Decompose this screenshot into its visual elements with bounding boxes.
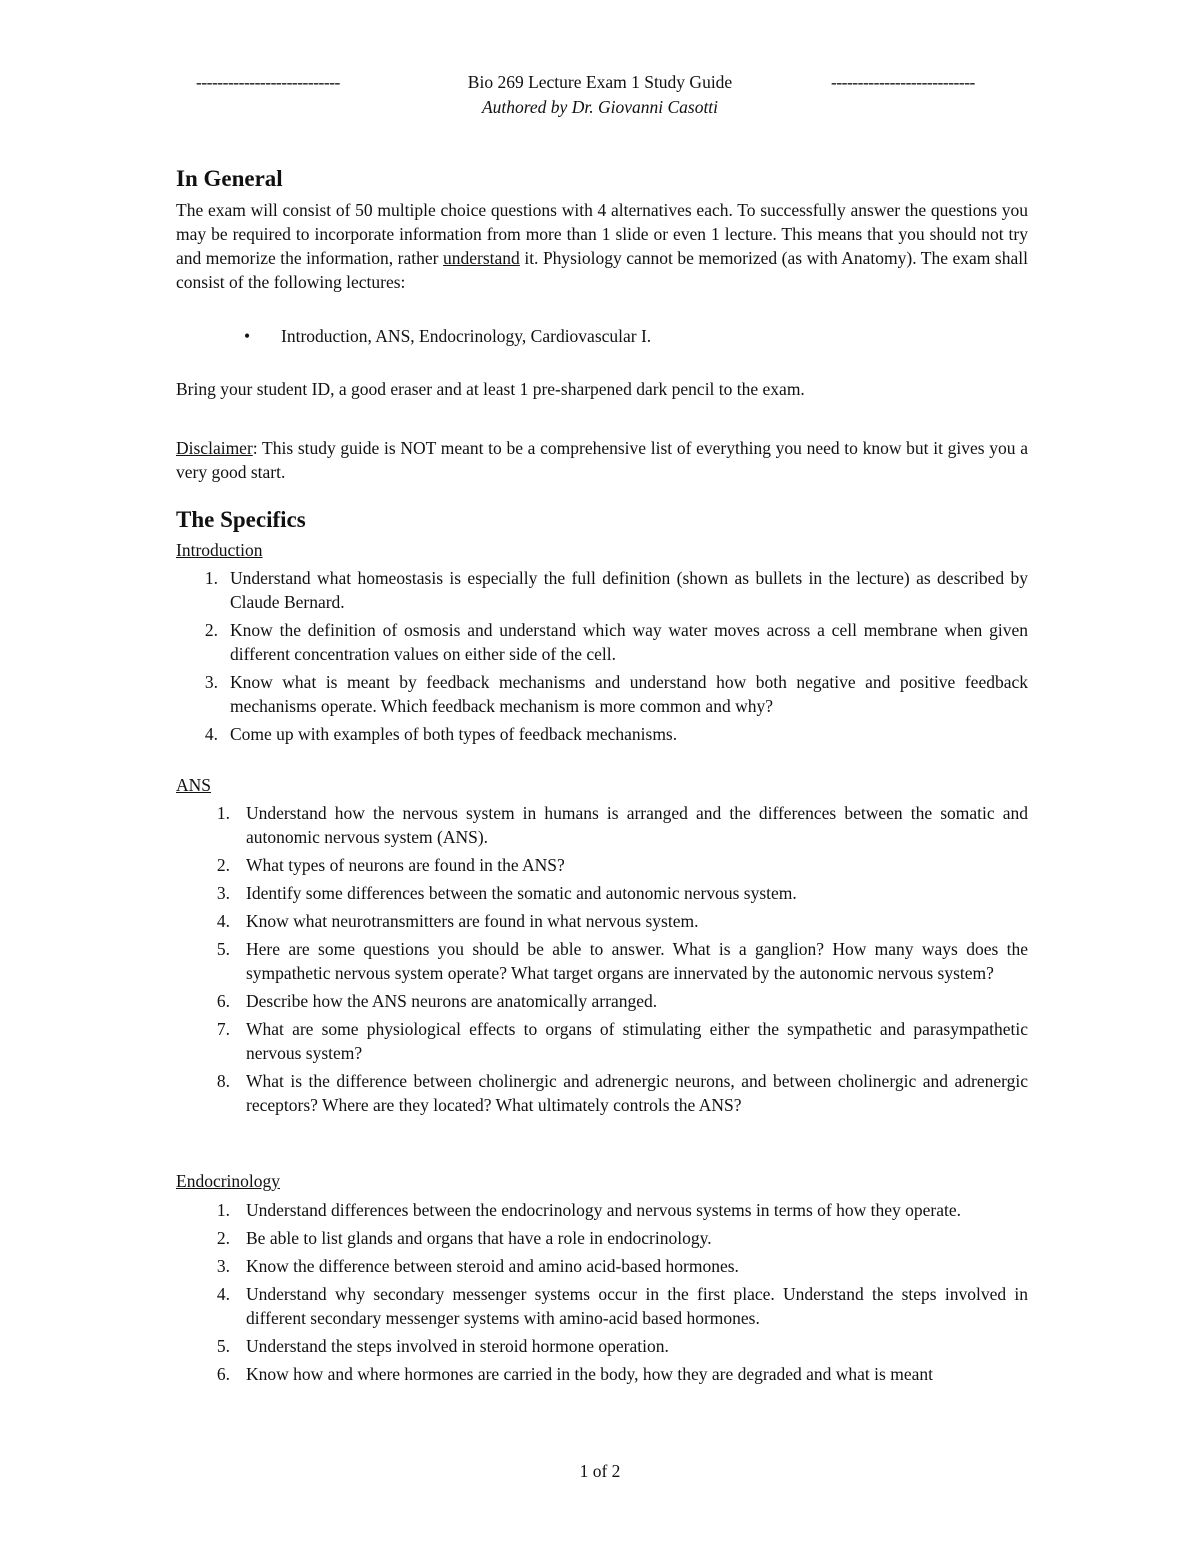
list-number: 2. [204,620,218,640]
list-text: Understand the steps involved in steroid hormone operation. [246,1336,669,1356]
list-item [176,670,1028,718]
list-item [176,1226,1028,1250]
list-item [176,909,1028,933]
list-text: Be able to list glands and organs that have a role in endocrinology. [246,1228,712,1248]
list-text: Describe how the ANS neurons are anatomically arranged. [246,991,658,1011]
list-item [176,566,1028,614]
list-text: Understand what homeostasis is especially the full definition (shown as bullets in the lecture) as described by Claude Bernard. [230,568,1028,612]
endocrinology-list [176,1198,1028,1390]
general-paragraph-part1: The exam will consist of 50 multiple choice questions with 4 alternatives each. To successfully answer the questions you may be required to incorporate information from more than 1 slide or even 1 lecture. This means that you should not try and memorize the information, rather [176,200,1028,268]
list-item [176,1254,1028,1278]
list-item [176,937,1028,985]
list-number: 2. [216,855,230,875]
introduction-list [176,566,1028,750]
list-text: Understand how the nervous system in humans is arranged and the differences between the somatic and autonomic nervous system (ANS). [246,803,1028,847]
header-dashes-left: --------------------------- [196,72,340,92]
list-text: Know the difference between steroid and amino acid-based hormones. [246,1256,739,1276]
list-number: 8. [216,1071,230,1091]
list-text: Here are some questions you should be able to answer. What is a ganglion? How many ways does the sympathetic nervous system operate? What target organs are innervated by the autonomic nervous system? [246,939,1028,983]
list-item [176,722,1028,746]
list-item [176,1198,1028,1222]
page-number: 1 of 2 [579,1461,621,1481]
list-text: Come up with examples of both types of feedback mechanisms. [230,724,678,744]
disclaimer-paragraph [176,436,1028,484]
lecture-list-text: Introduction, ANS, Endocrinology, Cardiovascular I. [281,326,652,346]
list-number: 2. [216,1228,230,1248]
document-title: Bio 269 Lecture Exam 1 Study Guide [467,72,733,92]
list-text: Understand why secondary messenger systems occur in the first place. Understand the steps involved in different secondary messenger systems with amino-acid based hormones. [246,1284,1028,1328]
list-item [176,1282,1028,1330]
header-dashes-right: --------------------------- [831,72,975,92]
list-item [176,1069,1028,1117]
list-item [176,989,1028,1013]
disclaimer-text: : This study guide is NOT meant to be a comprehensive list of everything you need to know but it gives you a very good start. [176,438,1028,482]
list-text: Know what is meant by feedback mechanisms and understand how both negative and positive feedback mechanisms operate. Which feedback mechanism is more common and why? [230,672,1028,716]
list-item [176,618,1028,666]
list-number: 1. [216,803,230,823]
list-item [176,1017,1028,1065]
list-item [176,853,1028,877]
list-number: 3. [216,1256,230,1276]
list-number: 4. [216,911,230,931]
list-item [176,1362,1028,1386]
list-text: Know what neurotransmitters are found in what nervous system. [246,911,699,931]
list-number: 1. [204,568,218,588]
subheading-endocrinology: Endocrinology [176,1171,281,1191]
general-paragraph [176,198,1028,294]
list-number: 7. [216,1019,230,1039]
document-author: Authored by Dr. Giovanni Casotti [481,97,719,117]
ans-list [176,801,1028,1121]
list-number: 6. [216,1364,230,1384]
list-item [176,801,1028,849]
disclaimer-label: Disclaimer [176,438,253,458]
understand-emphasis: understand [443,248,520,268]
list-text: What are some physiological effects to organs of stimulating either the sympathetic and parasympathetic nervous system? [246,1019,1028,1063]
list-item [176,1334,1028,1358]
list-number: 4. [204,724,218,744]
list-number: 6. [216,991,230,1011]
list-number: 1. [216,1200,230,1220]
list-text: What is the difference between cholinergic and adrenergic neurons, and between cholinergic and adrenergic receptors? Where are they located? What ultimately controls the ANS? [246,1071,1028,1115]
list-text: Identify some differences between the somatic and autonomic nervous system. [246,883,797,903]
section-heading-the-specifics: The Specifics [176,507,306,532]
list-text: Know the definition of osmosis and understand which way water moves across a cell membrane when given different concentration values on either side of the cell. [230,620,1028,664]
list-number: 5. [216,1336,230,1356]
list-text: Know how and where hormones are carried in the body, how they are degraded and what is meant [246,1364,933,1384]
section-heading-in-general: In General [176,166,283,191]
list-text: What types of neurons are found in the ANS? [246,855,565,875]
list-item [176,881,1028,905]
bring-items-text: Bring your student ID, a good eraser and at least 1 pre-sharpened dark pencil to the exam. [176,379,805,399]
list-number: 5. [216,939,230,959]
list-number: 4. [216,1284,230,1304]
subheading-introduction: Introduction [176,540,263,560]
list-number: 3. [204,672,218,692]
general-paragraph-part2: it. Physiology cannot be memorized (as with Anatomy). The exam shall consist of the following lectures: [176,248,1028,292]
list-text: Understand differences between the endocrinology and nervous systems in terms of how they operate. [246,1200,962,1220]
bullet-icon: • [244,326,251,346]
list-number: 3. [216,883,230,903]
subheading-ans: ANS [176,775,212,795]
